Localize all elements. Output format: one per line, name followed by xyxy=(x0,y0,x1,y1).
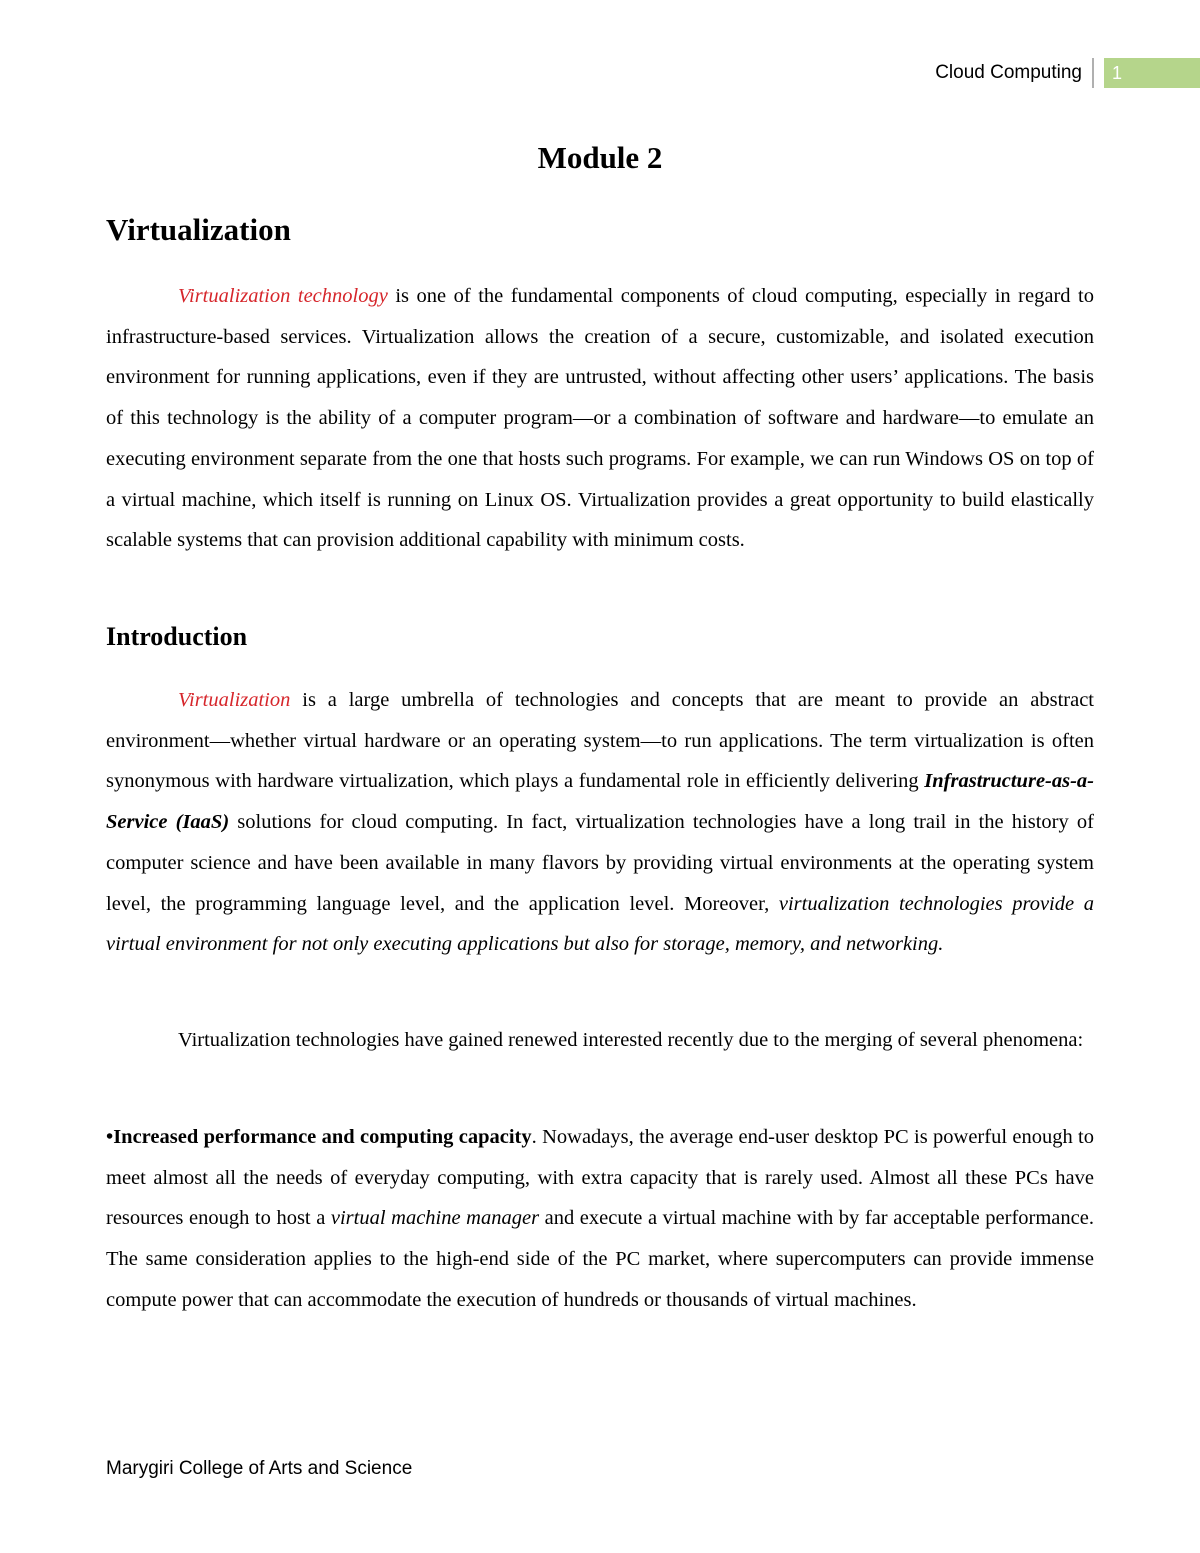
heading-introduction: Introduction xyxy=(106,622,248,651)
term-virtualization-technology: Virtualization technology xyxy=(178,285,388,307)
paragraph-text: is one of the fundamental components of cloud computing, especially in regard to infrastructure-based services. Virtualization allows the creation of a secure, customizable, and isolated execution environment for running applications, even if they are untrusted, without affecting other users’ applications. The basis of this technology is the ability of a computer program—or a combination of software and hardware—to emulate an executing environment separate from the one that hosts such programs. For example, we can run Windows OS on top of a virtual machine, which itself is running on Linux OS. Virtualization provides a great opportunity to build elastically scalable systems that can provision additional capability with minimum costs. xyxy=(106,285,1094,552)
header-title: Cloud Computing xyxy=(935,58,1094,88)
module-title: Module 2 xyxy=(537,140,663,175)
paragraph-phenomena: Virtualization technologies have gained renewed interested recently due to the merging of several phenomena: xyxy=(178,1029,1084,1051)
heading-virtualization: Virtualization xyxy=(106,212,291,247)
paragraph-introduction xyxy=(106,680,1094,965)
bullet: • xyxy=(106,1126,114,1148)
term-virtual-machine-manager: virtual machine manager xyxy=(330,1207,540,1230)
paragraph-text: is a large umbrella of technologies and concepts that are meant to provide an abstract environment—whether virtual hardware or an operating system—to run applications. The term virtualization is often synonymous with hardware virtualization, which plays a fundamental role in efficiently delivering xyxy=(106,689,1094,793)
paragraph-text: . Nowadays, the average end-user desktop PC is powerful enough to meet almost all the needs of everyday computing, with extra capacity that is rarely used. Almost all these PCs have resources enough to host a xyxy=(106,1126,1094,1230)
page-header xyxy=(935,58,1200,88)
page-number-badge: 1 xyxy=(1104,58,1200,88)
term-virtualization: Virtualization xyxy=(178,689,291,711)
emphasis-text: virtualization technologies provide a virtual environment for not only executing applications but also for storage, memory, and networking. xyxy=(106,892,1095,956)
bold-lead: Increased performance and computing capacity xyxy=(113,1126,532,1148)
paragraph-increased-performance xyxy=(106,1117,1094,1321)
term-iaas: Infrastructure-as-a-Service (IaaS) xyxy=(106,770,1094,834)
page-footer: Marygiri College of Arts and Science xyxy=(106,1458,413,1479)
paragraph-virtualization-intro xyxy=(106,276,1094,561)
paragraph-text: and execute a virtual machine with by far acceptable performance. The same consideration applies to the high-end side of the PC market, where supercomputers can provide immense compute power that can accommodate the execution of hundreds or thousands of virtual machines. xyxy=(106,1207,1094,1311)
paragraph-text: solutions for cloud computing. In fact, virtualization technologies have a long trail in the history of computer science and have been available in many flavors by providing virtual environments at the operating system level, the programming language level, and the application level. Moreover, xyxy=(106,811,1094,915)
